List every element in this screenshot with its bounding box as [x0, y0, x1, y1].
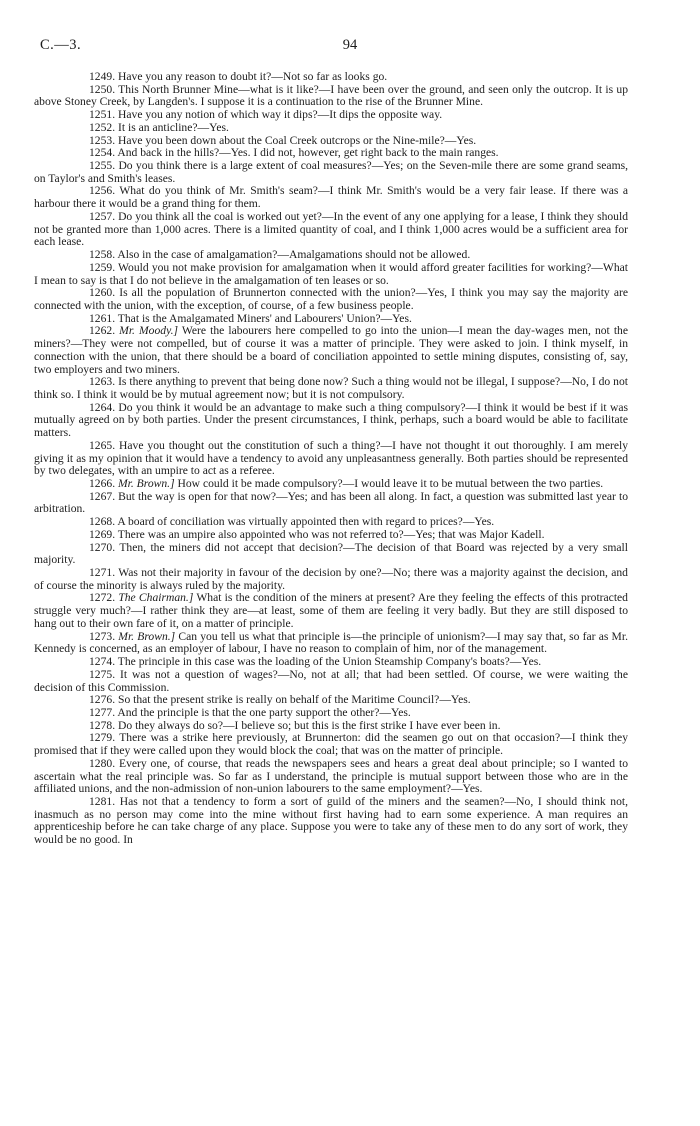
testimony-paragraph: [34, 491, 628, 516]
question-answer-text: A board of conciliation was virtually appointed then with regard to prices?—Yes.: [117, 515, 495, 529]
question-answer-text: Have you any reason to doubt it?—Not so far as looks go.: [118, 70, 388, 83]
testimony-paragraph: [34, 262, 628, 287]
question-answer-text: Do you think there is a large extent of coal measures?—Yes; on the Seven-mile there are some grand seams, on Taylor's and Smith's leases.: [34, 159, 628, 185]
testimony-paragraph: [34, 592, 628, 630]
question-answer-text: What do you think of Mr. Smith's seam?—I think Mr. Smith's would be a very fair lease. If there was a harbour there it would be a grand thing for them.: [34, 184, 628, 211]
testimony-paragraph: [34, 669, 628, 694]
question-answer-text: Then, the miners did not accept that decision?—The decision of that Board was rejected by a very small majority.: [34, 540, 628, 567]
question-answer-text: Has not that a tendency to form a sort of guild of the miners and the seamen?—No, I should think not, inasmuch as no person may come into the mine without first having had to earn some experience. A man requires an apprenticeship before he can take charge of any place. Suppose you were to take any of these men to do any sort of work, they would be no good. In: [34, 794, 629, 847]
question-number: 1256.: [89, 184, 116, 198]
question-number: 1249.: [89, 70, 116, 83]
testimony-paragraph: [34, 402, 628, 440]
question-number: 1281.: [89, 794, 116, 808]
question-answer-text: Would you not make provision for amalgamation when it would afford greater facilities for working?—What I mean to say is that I do not believe in the amalgamation of ten leases or so.: [34, 260, 628, 287]
question-answer-text: There was a strike here previously, at Brunnerton: did the seamen go out on that occasion?—I think they promised that if they were called upon they would block the coal; that was on the matter of principle.: [34, 731, 628, 758]
testimony-paragraph: [34, 325, 628, 376]
question-answer-text: It is an anticline?—Yes.: [118, 120, 229, 134]
question-answer-text: There was an umpire also appointed who was not referred to?—Yes; that was Major Kadell.: [117, 527, 545, 541]
testimony-paragraph: [34, 211, 628, 249]
question-answer-text: Was not their majority in favour of the decision by one?—No; there was a majority against the decision, and of course the minority is always ruled by the majority.: [34, 566, 628, 592]
testimony-paragraph: [34, 758, 628, 796]
question-number: 1271.: [89, 566, 116, 580]
question-number: 1267.: [89, 489, 116, 503]
question-number: 1275.: [89, 667, 116, 681]
question-answer-text: Is all the population of Brunnerton connected with the union?—Yes, I think you may say the majority are connected with the union, with the exception, of course, of a few business people.: [34, 286, 628, 312]
testimony-paragraph: [34, 567, 628, 592]
question-answer-text: Do you think it would be an advantage to make such a thing compulsory?—I think it would be best if it was mutually agreed on by both parties. Under the present circumstances, I think, perhaps, such a board would be able to facilitate matters.: [34, 400, 628, 440]
question-answer-text: It was not a question of wages?—No, not at all; that had been settled. Of course, we were waiting the decision of this Commission.: [34, 667, 629, 694]
question-number: 1278.: [89, 718, 116, 732]
question-answer-text: Every one, of course, that reads the newspapers sees and hears a great deal about principle; so I wanted to ascertain what the real principle was. So far as I understand, the principle is mutual support between those who are in the affiliated unions, and the non-admission of non-union labourers to the same employment?—Yes.: [34, 756, 628, 796]
speaker-label: The Chairman.]: [118, 591, 194, 605]
question-answer-text: And back in the hills?—Yes. I did not, however, get right back to the main ranges.: [117, 146, 499, 160]
question-answer-text: That is the Amalgamated Miners' and Labourers' Union?—Yes.: [117, 311, 412, 325]
question-number: 1262.: [89, 324, 116, 338]
question-number: 1252.: [89, 120, 116, 134]
question-number: 1270.: [89, 540, 116, 554]
question-answer-text: How could it be made compulsory?—I would leave it to be mutual between the two parties.: [177, 477, 604, 490]
question-answer-text: Also in the case of amalgamation?—Amalgamations should not be allowed.: [117, 248, 471, 262]
question-number: 1279.: [89, 731, 116, 745]
testimony-paragraph: [34, 84, 628, 109]
testimony-paragraph: [34, 376, 628, 401]
question-number: 1277.: [89, 705, 116, 719]
question-number: 1272.: [89, 591, 116, 605]
question-answer-text: Have you thought out the constitution of such a thing?—I have not thought it out thoroughly. I am merely giving it as my opinion that it would have a tendency to avoid any unpleasantness generally. Both parties should be represented by two delegates, with an umpire to act as a referee.: [34, 438, 628, 478]
question-number: 1261.: [89, 311, 116, 325]
question-number: 1263.: [89, 375, 116, 389]
question-number: 1268.: [89, 515, 116, 529]
question-number: 1255.: [89, 159, 116, 173]
speaker-label: Mr. Moody.]: [119, 324, 178, 338]
question-number: 1250.: [89, 82, 116, 96]
testimony-paragraph: [34, 185, 628, 210]
testimony-paragraph: [34, 631, 628, 656]
question-number: 1257.: [89, 209, 116, 223]
page-number: 94: [342, 37, 358, 53]
question-answer-text: But the way is open for that now?—Yes; and has been all along. In fact, a question was submitted last year to arbitration.: [34, 489, 628, 516]
question-number: 1254.: [89, 146, 116, 160]
question-number: 1269.: [89, 527, 116, 541]
question-number: 1274.: [89, 655, 116, 669]
testimony-paragraph: [34, 440, 628, 478]
speaker-label: Mr. Brown.]: [118, 629, 176, 643]
testimony-paragraph: [34, 732, 628, 757]
speaker-label: Mr. Brown.]: [118, 477, 175, 490]
question-answer-text: The principle in this case was the loading of the Union Steamship Company's boats?—Yes.: [117, 655, 542, 669]
question-number: 1253.: [89, 133, 116, 147]
testimony-paragraph: [34, 542, 628, 567]
testimony-body: [34, 71, 628, 847]
question-number: 1265.: [89, 438, 116, 452]
question-answer-text: Is there anything to prevent that being done now? Such a thing would not be illegal, I suppose?—No, I do not think so. I think it would be by mutual agreement now; but it is not compulsory.: [34, 375, 629, 401]
question-number: 1273.: [89, 629, 116, 643]
question-answer-text: This North Brunner Mine—what is it like?—I have been over the ground, and seen only the outcrop. It is up above Stoney Creek, by Langden's. I suppose it is a continuation to the rise of the Brunner Mine.: [34, 82, 628, 109]
section-reference: C.—3.: [40, 37, 82, 53]
question-number: 1280.: [89, 756, 116, 770]
question-number: 1258.: [89, 248, 116, 262]
question-answer-text: Have you any notion of which way it dips?—It dips the opposite way.: [118, 108, 443, 122]
question-answer-text: So that the present strike is really on behalf of the Maritime Council?—Yes.: [118, 693, 471, 707]
question-answer-text: And the principle is that the one party support the other?—Yes.: [117, 705, 411, 719]
testimony-paragraph: [34, 796, 628, 847]
question-number: 1264.: [89, 400, 116, 414]
testimony-paragraph: [34, 287, 628, 312]
question-answer-text: Do you think all the coal is worked out yet?—In the event of any one applying for a lease, I think they should not be granted more than 1,000 acres. There is a limited quantity of coal, and I think 1,000 acres would be a sufficient area for each lease.: [34, 209, 628, 249]
question-answer-text: Do they always do so?—I believe so; but this is the first strike I have ever been in.: [118, 718, 501, 732]
question-number: 1259.: [89, 260, 116, 274]
testimony-paragraph: [34, 160, 628, 185]
question-number: 1276.: [89, 693, 116, 707]
question-number: 1260.: [89, 286, 116, 300]
question-answer-text: Were the labourers here compelled to go into the union—I mean the day-wages men, not the miners?—They were not compelled, but of course it was a matter of principle. They were asked to join. I think myself, in connection with the union, that there should be a board of conciliation appointed to settle mining disputes, consisting of, say, two employers and two miners.: [34, 324, 628, 376]
question-answer-text: Have you been down about the Coal Creek outcrops or the Nine-mile?—Yes.: [118, 133, 477, 147]
question-number: 1266.: [89, 477, 116, 490]
question-answer-text: What is the condition of the miners at present? Are they feeling the effects of this protracted struggle very much?—I rather think they are—at least, some of them are feeling it very badly. But they are still disposed to hang out to their own fare of it, on a matter of principle.: [34, 591, 628, 630]
question-number: 1251.: [89, 108, 116, 122]
question-answer-text: Can you tell us what that principle is—the principle of unionism?—I may say that, so far as Mr. Kennedy is concerned, as an employer of labour, I have no reason to complain of him, nor of the management.: [34, 629, 628, 656]
